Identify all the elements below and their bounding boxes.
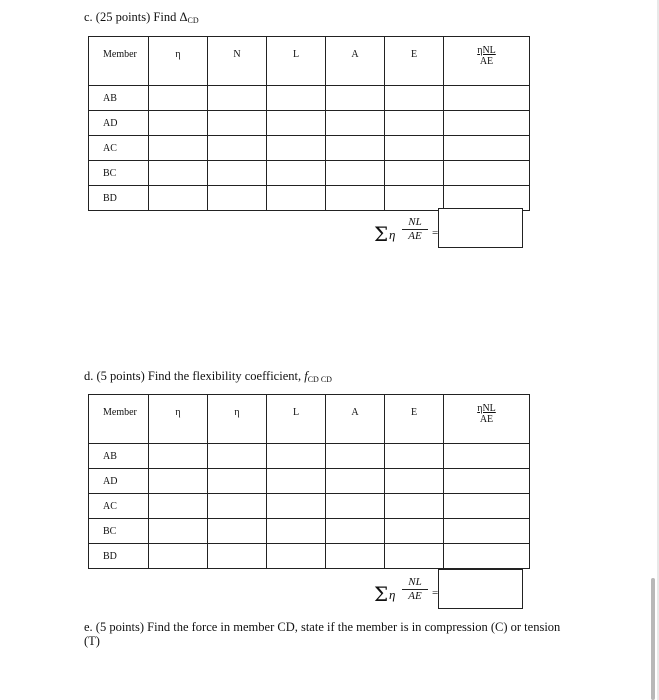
input-cell[interactable] [267,469,326,494]
eta-symbol: η [389,587,396,602]
header-fraction-bottom: AE [479,56,494,67]
col-header-e: E [385,395,444,444]
input-cell[interactable] [149,444,208,469]
sigma-symbol: Σ [374,582,389,606]
part-e-line2: (T) [84,634,100,648]
input-cell[interactable] [326,544,385,569]
input-cell[interactable] [267,161,326,186]
scrollbar-thumb[interactable] [651,578,655,700]
table-row [89,494,530,519]
input-cell[interactable] [444,86,530,111]
input-cell[interactable] [444,544,530,569]
part-d-heading-text: d. (5 points) Find the flexibility coefficient, [84,369,305,383]
table-header-row [89,395,530,444]
input-cell[interactable] [208,136,267,161]
header-fraction-bottom: AE [479,414,494,425]
input-cell[interactable] [326,161,385,186]
sigma-symbol: Σ [374,222,389,246]
member-cell: AD [89,111,149,136]
nl-ae-fraction [402,576,428,603]
part-c-answer-box[interactable] [438,208,523,248]
input-cell[interactable] [208,111,267,136]
part-c-sum-formula [374,214,444,254]
input-cell[interactable] [385,444,444,469]
input-cell[interactable] [149,86,208,111]
input-cell[interactable] [444,519,530,544]
col-header-member: Member [89,37,149,86]
table-row [89,186,530,211]
input-cell[interactable] [385,544,444,569]
part-c-table [88,36,530,211]
table-row [89,469,530,494]
input-cell[interactable] [385,494,444,519]
col-header-eta: η [149,395,208,444]
input-cell[interactable] [444,111,530,136]
equals-sign: = [432,227,439,239]
col-header-eta: η [149,37,208,86]
member-cell: AC [89,494,149,519]
input-cell[interactable] [149,161,208,186]
input-cell[interactable] [149,186,208,211]
eta-symbol: η [389,227,396,242]
fraction-denominator: AE [408,590,422,602]
equals-sign: = [432,587,439,599]
member-cell: AB [89,86,149,111]
input-cell[interactable] [267,544,326,569]
input-cell[interactable] [208,86,267,111]
fraction-numerator: NL [402,576,428,590]
nl-ae-fraction [402,216,428,243]
delta-symbol: Δ [179,10,188,24]
table-header-row [89,37,530,86]
part-c-heading-text: c. (25 points) Find [84,10,180,24]
input-cell[interactable] [208,444,267,469]
input-cell[interactable] [267,186,326,211]
member-cell: AC [89,136,149,161]
col-header-e: E [385,37,444,86]
header-fraction-top: ηNL [477,403,496,414]
member-cell: AB [89,444,149,469]
member-cell: BC [89,519,149,544]
part-d-table [88,394,530,569]
col-header-n: N [208,37,267,86]
input-cell[interactable] [326,111,385,136]
part-c-heading [84,10,199,25]
table-row [89,136,530,161]
col-header-member: Member [89,395,149,444]
col-header-l: L [267,395,326,444]
input-cell[interactable] [149,544,208,569]
input-cell[interactable] [385,136,444,161]
input-cell[interactable] [444,136,530,161]
input-cell[interactable] [149,519,208,544]
col-header-a: A [326,395,385,444]
input-cell[interactable] [149,136,208,161]
col-header-eta-nl-ae [444,37,530,86]
input-cell[interactable] [385,519,444,544]
input-cell[interactable] [208,186,267,211]
input-cell[interactable] [444,494,530,519]
input-cell[interactable] [444,469,530,494]
input-cell[interactable] [385,111,444,136]
member-cell: BC [89,161,149,186]
input-cell[interactable] [385,161,444,186]
table-row [89,86,530,111]
input-cell[interactable] [326,86,385,111]
input-cell[interactable] [326,469,385,494]
input-cell[interactable] [444,444,530,469]
input-cell[interactable] [326,444,385,469]
fraction-numerator: NL [402,216,428,230]
part-d-answer-box[interactable] [438,569,523,609]
input-cell[interactable] [149,494,208,519]
part-e-line1: e. (5 points) Find the force in member CD, state if the member is in compression (C) or tension [84,620,561,634]
input-cell[interactable] [267,111,326,136]
input-cell[interactable] [267,444,326,469]
col-header-eta-nl-ae [444,395,530,444]
delta-subscript: CD [187,16,199,25]
fraction-denominator: AE [408,230,422,242]
input-cell[interactable] [444,186,530,211]
input-cell[interactable] [385,469,444,494]
flexibility-f-symbol: f [304,369,308,383]
col-header-l: L [267,37,326,86]
table-row [89,161,530,186]
input-cell[interactable] [267,86,326,111]
input-cell[interactable] [267,519,326,544]
table-row [89,111,530,136]
header-fraction-top: ηNL [477,45,496,56]
input-cell[interactable] [267,136,326,161]
input-cell[interactable] [326,186,385,211]
input-cell[interactable] [208,544,267,569]
input-cell[interactable] [326,519,385,544]
part-d-heading [84,369,332,384]
member-cell: AD [89,469,149,494]
input-cell[interactable] [149,111,208,136]
input-cell[interactable] [208,494,267,519]
table-row [89,544,530,569]
input-cell[interactable] [267,494,326,519]
input-cell[interactable] [385,186,444,211]
input-cell[interactable] [208,469,267,494]
part-d-sum-formula [374,574,444,614]
input-cell[interactable] [444,161,530,186]
flexibility-subscript: CD CD [307,375,332,384]
input-cell[interactable] [326,494,385,519]
input-cell[interactable] [149,469,208,494]
table-row [89,444,530,469]
member-cell: BD [89,186,149,211]
input-cell[interactable] [326,136,385,161]
col-header-eta-2: η [208,395,267,444]
input-cell[interactable] [385,86,444,111]
table-row [89,519,530,544]
member-cell: BD [89,544,149,569]
col-header-a: A [326,37,385,86]
input-cell[interactable] [208,161,267,186]
input-cell[interactable] [208,519,267,544]
